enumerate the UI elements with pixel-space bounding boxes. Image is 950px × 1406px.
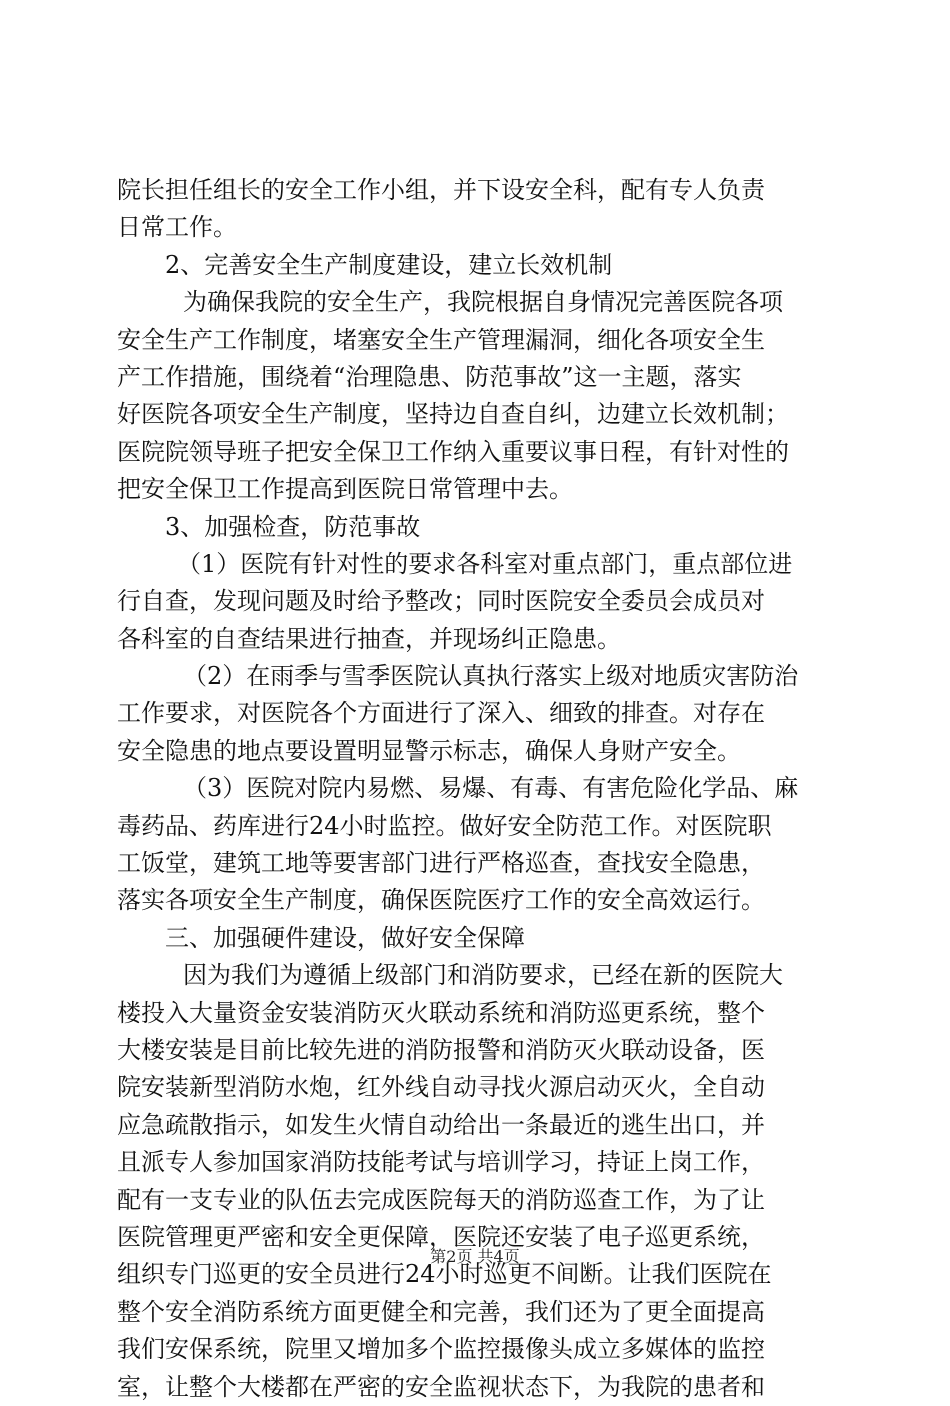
- text-line: 毒药品、药库进行24小时监控。做好安全防范工作。对医院职: [117, 811, 772, 840]
- text-line: 我们安保系统，院里又增加多个监控摄像头成立多媒体的监控: [117, 1335, 765, 1364]
- text-line: 且派专人参加国家消防技能考试与培训学习，持证上岗工作，: [117, 1148, 765, 1177]
- text-line: 工饭堂，建筑工地等要害部门进行严格巡查，查找安全隐患，: [117, 849, 765, 878]
- text-line: 应急疏散指示，如发生火情自动给出一条最近的逃生出口，并: [117, 1110, 765, 1139]
- text-line: （1）医院有针对性的要求各科室对重点部门，重点部位进: [177, 549, 793, 578]
- document-body: [117, 172, 833, 1406]
- text-line: 为确保我院的安全生产，我院根据自身情况完善医院各项: [183, 288, 783, 317]
- section-heading: 三、加强硬件建设，做好安全保障: [165, 923, 525, 952]
- text-line: 安全生产工作制度，堵塞安全生产管理漏洞，细化各项安全生: [117, 325, 765, 354]
- section-heading: 2、完善安全生产制度建设，建立长效机制: [165, 250, 613, 279]
- text-line: 落实各项安全生产制度，确保医院医疗工作的安全高效运行。: [117, 886, 765, 915]
- text-line: 产工作措施，围绕着“治理隐患、防范事故”这一主题，落实: [117, 362, 742, 391]
- section-heading: 3、加强检查，防范事故: [165, 512, 421, 541]
- text-line: 配有一支专业的队伍去完成医院每天的消防巡查工作，为了让: [117, 1185, 765, 1214]
- text-line: 整个安全消防系统方面更健全和完善，我们还为了更全面提高: [117, 1297, 765, 1326]
- text-line: 工作要求，对医院各个方面进行了深入、细致的排查。对存在: [117, 699, 765, 728]
- text-line: 因为我们为遵循上级部门和消防要求，已经在新的医院大: [183, 961, 783, 990]
- text-line: 医院院领导班子把安全保卫工作纳入重要议事日程，有针对性的: [117, 437, 789, 466]
- text-line: 大楼安装是目前比较先进的消防报警和消防灭火联动设备，医: [117, 1035, 765, 1064]
- text-line: 好医院各项安全生产制度，坚持边自查自纠，边建立长效机制；: [117, 400, 789, 429]
- text-line: 院安装新型消防水炮，红外线自动寻找火源启动灭火，全自动: [117, 1073, 765, 1102]
- text-line: 医院管理更严密和安全更保障，医院还安装了电子巡更系统，: [117, 1222, 765, 1251]
- text-line: （3）医院对院内易燃、易爆、有毒、有害危险化学品、麻: [183, 774, 799, 803]
- text-line: 院长担任组长的安全工作小组，并下设安全科，配有专人负责: [117, 176, 765, 204]
- text-line: 组织专门巡更的安全员进行24小时巡更不间断。让我们医院在: [117, 1260, 772, 1289]
- text-line: （2）在雨季与雪季医院认真执行落实上级对地质灾害防治: [183, 662, 799, 691]
- text-line: 日常工作。: [117, 213, 237, 242]
- text-line: 各科室的自查结果进行抽查，并现场纠正隐患。: [117, 624, 621, 653]
- text-line: 行自查，发现问题及时给予整改；同时医院安全委员会成员对: [117, 587, 765, 616]
- text-line: 楼投入大量资金安装消防灭火联动系统和消防巡更系统，整个: [117, 998, 765, 1027]
- text-line: 室，让整个大楼都在严密的安全监视状态下，为我院的患者和: [117, 1372, 765, 1401]
- text-line: 把安全保卫工作提高到医院日常管理中去。: [117, 475, 573, 504]
- page-number-footer: 第2页 共4页: [430, 1247, 520, 1266]
- text-line: 安全隐患的地点要设置明显警示标志，确保人身财产安全。: [117, 736, 741, 765]
